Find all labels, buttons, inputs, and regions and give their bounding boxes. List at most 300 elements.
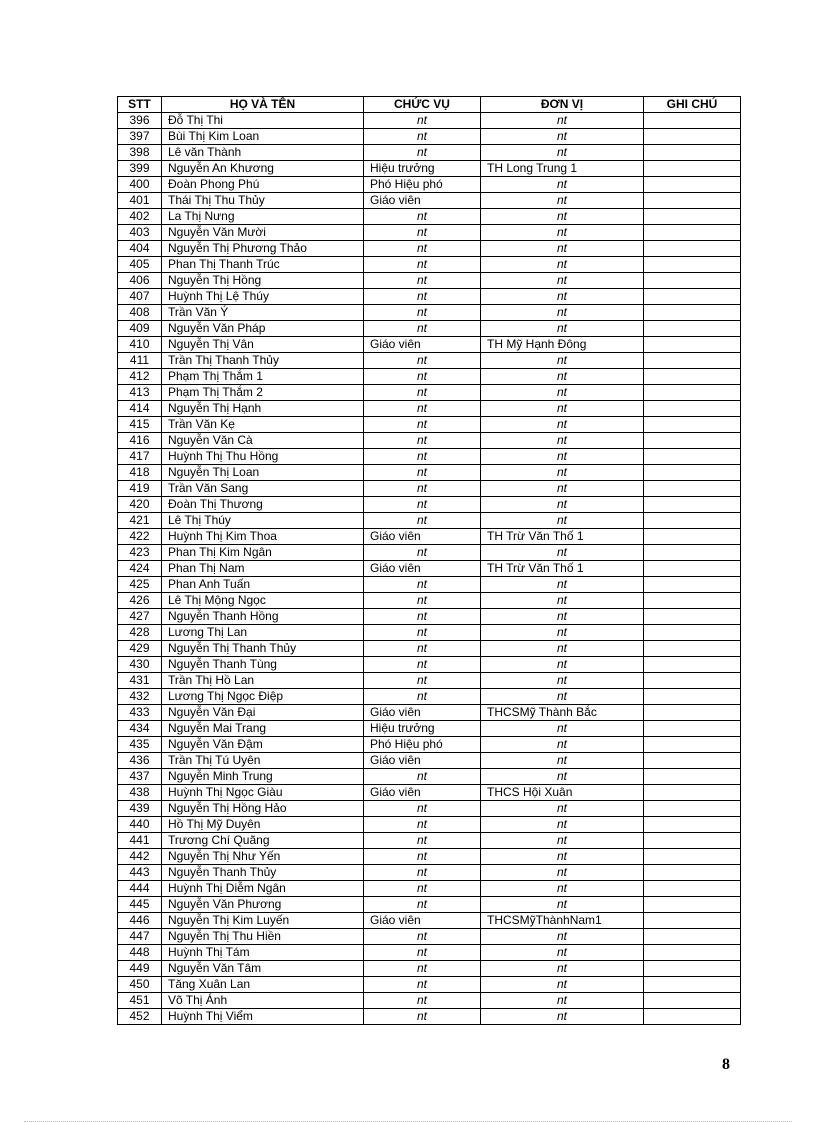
cell-name: Nguyễn An Khương: [162, 161, 364, 177]
cell-name: Nguyễn Văn Tâm: [162, 961, 364, 977]
cell-name: Lương Thị Ngọc Điệp: [162, 689, 364, 705]
cell-note: [644, 705, 741, 721]
cell-stt: 452: [118, 1009, 162, 1025]
cell-note: [644, 977, 741, 993]
cell-name: Nguyễn Văn Đậm: [162, 737, 364, 753]
cell-stt: 416: [118, 433, 162, 449]
cell-note: [644, 337, 741, 353]
cell-position: Phó Hiệu phó: [364, 737, 481, 753]
cell-note: [644, 625, 741, 641]
cell-position: nt: [364, 641, 481, 657]
cell-name: Nguyễn Thị Thu Hiền: [162, 929, 364, 945]
cell-unit: nt: [481, 289, 644, 305]
cell-unit: TH Long Trung 1: [481, 161, 644, 177]
cell-stt: 443: [118, 865, 162, 881]
cell-name: Nguyễn Văn Mười: [162, 225, 364, 241]
cell-note: [644, 209, 741, 225]
cell-position: nt: [364, 609, 481, 625]
cell-unit: TH Trừ Văn Thố 1: [481, 561, 644, 577]
cell-stt: 440: [118, 817, 162, 833]
table-row: [118, 161, 741, 177]
cell-name: Nguyễn Thanh Thủy: [162, 865, 364, 881]
cell-stt: 428: [118, 625, 162, 641]
cell-stt: 445: [118, 897, 162, 913]
cell-name: Trần Văn Kẹ: [162, 417, 364, 433]
table-row: [118, 673, 741, 689]
cell-position: Giáo viên: [364, 561, 481, 577]
cell-unit: TH Mỹ Hạnh Đông: [481, 337, 644, 353]
cell-note: [644, 593, 741, 609]
table-row: [118, 513, 741, 529]
cell-unit: nt: [481, 577, 644, 593]
cell-position: nt: [364, 833, 481, 849]
staff-table: [117, 96, 741, 1025]
table-row: [118, 929, 741, 945]
cell-unit: nt: [481, 257, 644, 273]
cell-position: Giáo viên: [364, 913, 481, 929]
cell-unit: nt: [481, 209, 644, 225]
header-stt: STT: [118, 97, 162, 113]
cell-position: nt: [364, 449, 481, 465]
cell-name: Nguyễn Thị Hạnh: [162, 401, 364, 417]
cell-stt: 421: [118, 513, 162, 529]
cell-unit: nt: [481, 321, 644, 337]
cell-name: Nguyễn Văn Đại: [162, 705, 364, 721]
cell-name: Trần Thị Tú Uyên: [162, 753, 364, 769]
table-row: [118, 561, 741, 577]
cell-stt: 450: [118, 977, 162, 993]
cell-position: nt: [364, 385, 481, 401]
cell-unit: nt: [481, 177, 644, 193]
table-row: [118, 433, 741, 449]
table-row: [118, 369, 741, 385]
cell-name: Trần Văn Ý: [162, 305, 364, 321]
table-row: [118, 273, 741, 289]
cell-stt: 413: [118, 385, 162, 401]
cell-position: nt: [364, 625, 481, 641]
table-row: [118, 225, 741, 241]
header-note: GHI CHÚ: [644, 97, 741, 113]
cell-note: [644, 529, 741, 545]
cell-position: nt: [364, 305, 481, 321]
cell-note: [644, 401, 741, 417]
cell-position: Giáo viên: [364, 705, 481, 721]
header-name: HỌ VÀ TÊN: [162, 97, 364, 113]
table-row: [118, 881, 741, 897]
cell-position: nt: [364, 689, 481, 705]
cell-unit: nt: [481, 977, 644, 993]
cell-stt: 409: [118, 321, 162, 337]
cell-stt: 427: [118, 609, 162, 625]
cell-unit: nt: [481, 721, 644, 737]
cell-unit: nt: [481, 193, 644, 209]
cell-stt: 401: [118, 193, 162, 209]
cell-unit: nt: [481, 385, 644, 401]
cell-stt: 438: [118, 785, 162, 801]
cell-stt: 434: [118, 721, 162, 737]
cell-note: [644, 913, 741, 929]
cell-unit: nt: [481, 113, 644, 129]
cell-note: [644, 753, 741, 769]
table-row: [118, 545, 741, 561]
cell-stt: 423: [118, 545, 162, 561]
cell-unit: nt: [481, 1009, 644, 1025]
cell-note: [644, 993, 741, 1009]
cell-name: La Thị Nưng: [162, 209, 364, 225]
cell-note: [644, 513, 741, 529]
cell-note: [644, 193, 741, 209]
cell-note: [644, 129, 741, 145]
cell-position: nt: [364, 673, 481, 689]
cell-stt: 412: [118, 369, 162, 385]
cell-note: [644, 321, 741, 337]
cell-position: nt: [364, 865, 481, 881]
cell-position: nt: [364, 977, 481, 993]
cell-position: nt: [364, 289, 481, 305]
cell-position: nt: [364, 481, 481, 497]
table-row: [118, 897, 741, 913]
cell-note: [644, 273, 741, 289]
cell-unit: nt: [481, 817, 644, 833]
cell-unit: nt: [481, 449, 644, 465]
header-unit: ĐƠN VỊ: [481, 97, 644, 113]
cell-note: [644, 673, 741, 689]
cell-name: Nguyễn Thị Vân: [162, 337, 364, 353]
page-number: 8: [722, 1056, 730, 1073]
cell-name: Nguyễn Minh Trung: [162, 769, 364, 785]
table-row: [118, 209, 741, 225]
cell-name: Nguyễn Văn Pháp: [162, 321, 364, 337]
cell-unit: nt: [481, 481, 644, 497]
cell-name: Nguyễn Thanh Hồng: [162, 609, 364, 625]
table-row: [118, 593, 741, 609]
cell-unit: nt: [481, 849, 644, 865]
cell-position: nt: [364, 241, 481, 257]
cell-stt: 422: [118, 529, 162, 545]
cell-name: Đoàn Thị Thương: [162, 497, 364, 513]
table-row: [118, 753, 741, 769]
table-row: [118, 993, 741, 1009]
cell-note: [644, 257, 741, 273]
cell-name: Nguyễn Thị Kim Luyến: [162, 913, 364, 929]
cell-stt: 404: [118, 241, 162, 257]
cell-stt: 430: [118, 657, 162, 673]
cell-unit: nt: [481, 369, 644, 385]
cell-name: Huỳnh Thị Tám: [162, 945, 364, 961]
cell-name: Phạm Thị Thắm 1: [162, 369, 364, 385]
table-row: [118, 769, 741, 785]
cell-stt: 449: [118, 961, 162, 977]
table-row: [118, 721, 741, 737]
cell-unit: nt: [481, 689, 644, 705]
table-row: [118, 321, 741, 337]
cell-position: Giáo viên: [364, 753, 481, 769]
cell-position: nt: [364, 897, 481, 913]
cell-note: [644, 369, 741, 385]
table-row: [118, 385, 741, 401]
cell-stt: 408: [118, 305, 162, 321]
cell-name: Tăng Xuân Lan: [162, 977, 364, 993]
cell-note: [644, 657, 741, 673]
cell-position: nt: [364, 545, 481, 561]
cell-stt: 439: [118, 801, 162, 817]
cell-unit: nt: [481, 881, 644, 897]
cell-position: nt: [364, 417, 481, 433]
cell-stt: 436: [118, 753, 162, 769]
cell-stt: 415: [118, 417, 162, 433]
cell-stt: 407: [118, 289, 162, 305]
cell-note: [644, 849, 741, 865]
cell-unit: nt: [481, 513, 644, 529]
cell-unit: nt: [481, 865, 644, 881]
cell-name: Huỳnh Thị Thu Hồng: [162, 449, 364, 465]
cell-note: [644, 241, 741, 257]
table-row: [118, 849, 741, 865]
table-row: [118, 465, 741, 481]
cell-position: nt: [364, 1009, 481, 1025]
cell-unit: nt: [481, 625, 644, 641]
cell-position: nt: [364, 225, 481, 241]
table-row: [118, 481, 741, 497]
cell-stt: 397: [118, 129, 162, 145]
cell-position: nt: [364, 321, 481, 337]
cell-note: [644, 385, 741, 401]
cell-unit: nt: [481, 769, 644, 785]
cell-unit: TH Trừ Văn Thố 1: [481, 529, 644, 545]
table-row: [118, 577, 741, 593]
table-row: [118, 305, 741, 321]
cell-note: [644, 433, 741, 449]
cell-stt: 420: [118, 497, 162, 513]
table-row: [118, 737, 741, 753]
cell-unit: nt: [481, 657, 644, 673]
cell-name: Phan Anh Tuấn: [162, 577, 364, 593]
cell-unit: nt: [481, 593, 644, 609]
cell-position: nt: [364, 929, 481, 945]
table-row: [118, 257, 741, 273]
cell-stt: 441: [118, 833, 162, 849]
table-row: [118, 689, 741, 705]
cell-unit: nt: [481, 993, 644, 1009]
cell-position: nt: [364, 961, 481, 977]
cell-note: [644, 353, 741, 369]
cell-name: Nguyễn Thị Hồng Hảo: [162, 801, 364, 817]
cell-position: nt: [364, 209, 481, 225]
cell-position: nt: [364, 433, 481, 449]
cell-name: Đoàn Phong Phú: [162, 177, 364, 193]
cell-position: nt: [364, 113, 481, 129]
table-row: [118, 657, 741, 673]
cell-note: [644, 417, 741, 433]
cell-stt: 426: [118, 593, 162, 609]
cell-name: Trần Thị Hồ Lan: [162, 673, 364, 689]
cell-stt: 435: [118, 737, 162, 753]
cell-position: nt: [364, 513, 481, 529]
cell-unit: nt: [481, 465, 644, 481]
cell-unit: THCSMỹThànhNam1: [481, 913, 644, 929]
cell-name: Nguyễn Văn Cà: [162, 433, 364, 449]
cell-position: nt: [364, 593, 481, 609]
table-row: [118, 609, 741, 625]
table-row: [118, 241, 741, 257]
cell-unit: nt: [481, 433, 644, 449]
cell-stt: 406: [118, 273, 162, 289]
cell-stt: 451: [118, 993, 162, 1009]
cell-name: Nguyễn Văn Phương: [162, 897, 364, 913]
table-row: [118, 529, 741, 545]
cell-name: Nguyễn Thị Phương Thảo: [162, 241, 364, 257]
cell-name: Phạm Thị Thắm 2: [162, 385, 364, 401]
cell-unit: nt: [481, 833, 644, 849]
cell-position: Phó Hiệu phó: [364, 177, 481, 193]
cell-position: nt: [364, 353, 481, 369]
cell-stt: 400: [118, 177, 162, 193]
cell-name: Huỳnh Thị Viểm: [162, 1009, 364, 1025]
cell-note: [644, 481, 741, 497]
cell-name: Nguyễn Thị Thanh Thủy: [162, 641, 364, 657]
cell-note: [644, 561, 741, 577]
cell-note: [644, 881, 741, 897]
cell-note: [644, 817, 741, 833]
cell-position: Giáo viên: [364, 193, 481, 209]
cell-unit: nt: [481, 945, 644, 961]
cell-position: nt: [364, 577, 481, 593]
table-row: [118, 833, 741, 849]
footer-divider: [24, 1121, 792, 1122]
header-position: CHỨC VỤ: [364, 97, 481, 113]
cell-position: nt: [364, 817, 481, 833]
cell-position: Giáo viên: [364, 337, 481, 353]
cell-name: Lê văn Thành: [162, 145, 364, 161]
table-row: [118, 497, 741, 513]
cell-note: [644, 225, 741, 241]
cell-unit: nt: [481, 641, 644, 657]
cell-unit: nt: [481, 737, 644, 753]
cell-position: nt: [364, 993, 481, 1009]
cell-position: nt: [364, 657, 481, 673]
cell-position: nt: [364, 849, 481, 865]
cell-unit: nt: [481, 305, 644, 321]
cell-stt: 425: [118, 577, 162, 593]
cell-note: [644, 113, 741, 129]
cell-position: nt: [364, 129, 481, 145]
cell-note: [644, 945, 741, 961]
cell-name: Lê Thị Mộng Ngọc: [162, 593, 364, 609]
cell-note: [644, 897, 741, 913]
cell-unit: nt: [481, 401, 644, 417]
table-row: [118, 801, 741, 817]
cell-stt: 432: [118, 689, 162, 705]
table-row: [118, 945, 741, 961]
cell-unit: THCSMỹ Thành Bắc: [481, 705, 644, 721]
table-row: [118, 193, 741, 209]
cell-unit: nt: [481, 929, 644, 945]
cell-note: [644, 769, 741, 785]
table-row: [118, 961, 741, 977]
cell-position: nt: [364, 369, 481, 385]
cell-position: nt: [364, 497, 481, 513]
cell-name: Thái Thị Thu Thủy: [162, 193, 364, 209]
cell-stt: 419: [118, 481, 162, 497]
cell-position: nt: [364, 945, 481, 961]
cell-note: [644, 689, 741, 705]
cell-position: Hiệu trưởng: [364, 721, 481, 737]
table-row: [118, 817, 741, 833]
cell-name: Nguyễn Thị Như Yến: [162, 849, 364, 865]
cell-note: [644, 577, 741, 593]
cell-stt: 398: [118, 145, 162, 161]
table-row: [118, 129, 741, 145]
table-row: [118, 417, 741, 433]
table-row: [118, 865, 741, 881]
cell-name: Trần Thị Thanh Thủy: [162, 353, 364, 369]
cell-note: [644, 865, 741, 881]
cell-stt: 448: [118, 945, 162, 961]
cell-stt: 417: [118, 449, 162, 465]
cell-unit: nt: [481, 609, 644, 625]
cell-unit: nt: [481, 417, 644, 433]
cell-position: Giáo viên: [364, 785, 481, 801]
cell-unit: nt: [481, 897, 644, 913]
cell-position: Hiệu trưởng: [364, 161, 481, 177]
table-row: [118, 401, 741, 417]
cell-name: Lê Thị Thúy: [162, 513, 364, 529]
table-row: [118, 913, 741, 929]
cell-stt: 431: [118, 673, 162, 689]
cell-name: Hồ Thị Mỹ Duyên: [162, 817, 364, 833]
cell-name: Võ Thị Ánh: [162, 993, 364, 1009]
cell-stt: 433: [118, 705, 162, 721]
cell-note: [644, 833, 741, 849]
cell-note: [644, 305, 741, 321]
cell-note: [644, 161, 741, 177]
table-header-row: [118, 97, 741, 113]
cell-stt: 403: [118, 225, 162, 241]
cell-position: Giáo viên: [364, 529, 481, 545]
cell-unit: nt: [481, 241, 644, 257]
cell-note: [644, 641, 741, 657]
cell-stt: 402: [118, 209, 162, 225]
cell-name: Huỳnh Thị Diễm Ngân: [162, 881, 364, 897]
table-row: [118, 177, 741, 193]
cell-unit: nt: [481, 545, 644, 561]
table-row: [118, 705, 741, 721]
table-row: [118, 449, 741, 465]
cell-note: [644, 1009, 741, 1025]
cell-unit: nt: [481, 961, 644, 977]
cell-name: Nguyễn Mai Trang: [162, 721, 364, 737]
cell-position: nt: [364, 881, 481, 897]
cell-name: Huỳnh Thị Lệ Thúy: [162, 289, 364, 305]
cell-stt: 447: [118, 929, 162, 945]
cell-name: Nguyễn Thị Loan: [162, 465, 364, 481]
cell-position: nt: [364, 401, 481, 417]
table-row: [118, 785, 741, 801]
cell-stt: 444: [118, 881, 162, 897]
cell-stt: 399: [118, 161, 162, 177]
cell-note: [644, 449, 741, 465]
cell-stt: 410: [118, 337, 162, 353]
cell-note: [644, 465, 741, 481]
cell-unit: nt: [481, 273, 644, 289]
cell-name: Huỳnh Thị Kim Thoa: [162, 529, 364, 545]
cell-note: [644, 177, 741, 193]
cell-position: nt: [364, 273, 481, 289]
table-row: [118, 145, 741, 161]
cell-note: [644, 785, 741, 801]
cell-note: [644, 609, 741, 625]
cell-stt: 418: [118, 465, 162, 481]
